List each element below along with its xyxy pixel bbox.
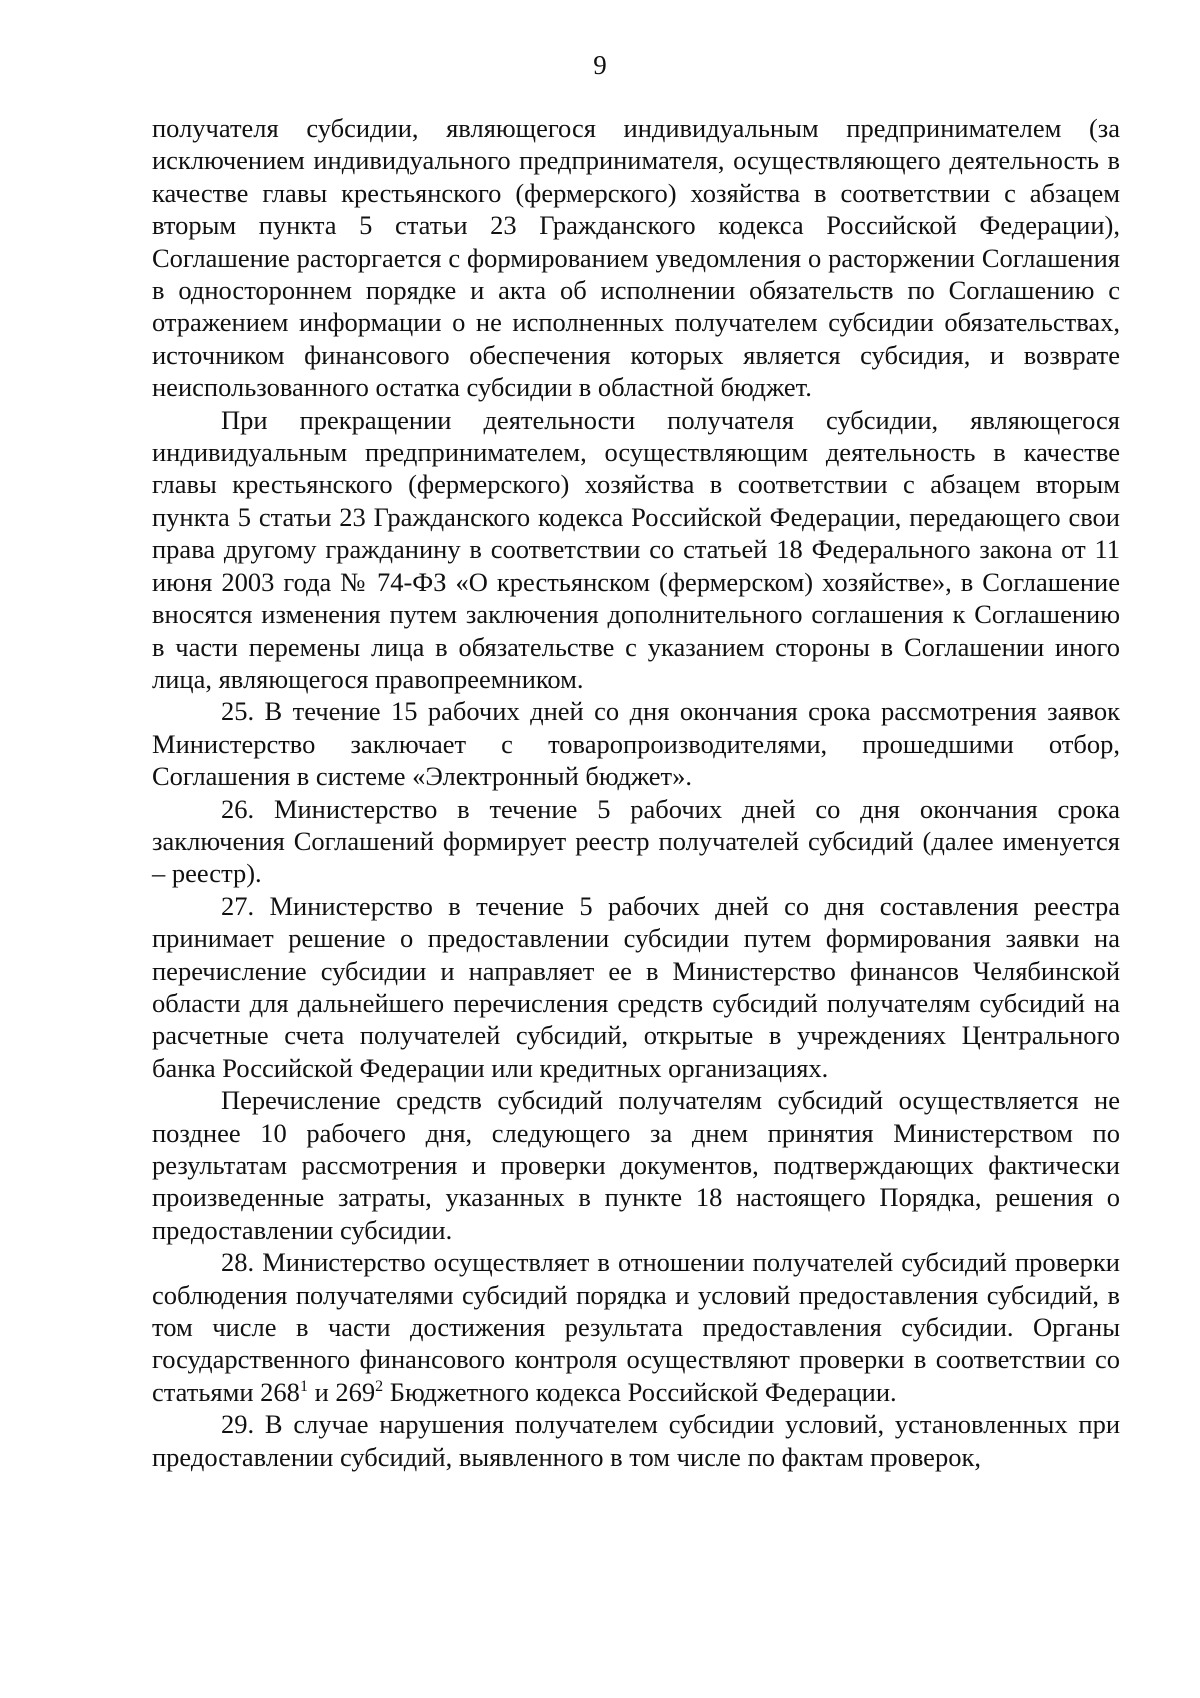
paragraph-item-26: 26. Министерство в течение 5 рабочих дней со дня окончания срока заключения Соглашений формирует реестр получателей субсидий (далее именуется – реестр). [152, 793, 1120, 889]
paragraph-item-25: 25. В течение 15 рабочих дней со дня окончания срока рассмотрения заявок Министерство заключает с товаропроизводителями, прошедшими отбор, Соглашения в системе «Электронный бюджет». [152, 696, 1120, 792]
paragraph-item-29: 29. В случае нарушения получателем субсидии условий, установленных при предоставлении субсидий, выявленного в том числе по фактам проверок, [152, 1409, 1120, 1472]
superscript-2: 2 [375, 1378, 384, 1396]
page-number: 9 [593, 50, 607, 80]
document-body [152, 112, 1120, 1473]
item-28-text-before: 28. Министерство осуществляет в отношении получателей субсидий проверки соблюдения получателями субсидий порядка и условий предоставления субсидий, в том числе в части достижения результата предоставления субсидии. Органы государственного финансового контроля осуществляют проверки в соответствии со статьями 268 [152, 1247, 1120, 1407]
superscript-1: 1 [299, 1378, 308, 1396]
paragraph-item-27: 27. Министерство в течение 5 рабочих дней со дня составления реестра принимает решение о предоставлении субсидии путем формирования заявки на перечисление субсидии и направляет ее в Министерство финансов Челябинской области для дальнейшего перечисления средств субсидий получателям субсидий на расчетные счета получателей субсидий, открытые в учреждениях Центрального банка Российской Федерации или кредитных организациях. [152, 890, 1120, 1083]
item-28-text-after: Бюджетного кодекса Российской Федерации. [383, 1376, 897, 1407]
paragraph-item-28 [152, 1246, 1120, 1408]
paragraph-continuation: получателя субсидии, являющегося индивидуальным предпринимателем (за исключением индивидуального предпринимателя, осуществляющего деятельность в качестве главы крестьянского (фермерского) хозяйства в соответствии с абзацем вторым пункта 5 статьи 23 Гражданского кодекса Российской Федерации), Соглашение расторгается с формированием уведомления о расторжении Соглашения в одностороннем порядке и акта об исполнении обязательств по Соглашению с отражением информации о не исполненных получателем субсидии обязательствах, источником финансового обеспечения которых является субсидия, и возврате неиспользованного остатка субсидии в областной бюджет. [152, 113, 1120, 403]
item-28-text-middle: и 269 [307, 1376, 376, 1407]
paragraph-transfer-of-funds: Перечисление средств субсидий получателям субсидий осуществляется не позднее 10 рабочего дня, следующего за днем принятия Министерством по результатам рассмотрения и проверки документов, подтверждающих фактически произведенные затраты, указанных в пункте 18 настоящего Порядка, решения о предоставлении субсидии. [152, 1085, 1120, 1245]
paragraph-termination-peasant-farm: При прекращении деятельности получателя субсидии, являющегося индивидуальным предпринимателем, осуществляющим деятельность в качестве главы крестьянского (фермерского) хозяйства в соответствии с абзацем вторым пункта 5 статьи 23 Гражданского кодекса Российской Федерации, передающего свои права другому гражданину в соответствии со статьей 18 Федерального закона от 11 июня 2003 года № 74-ФЗ «О крестьянском (фермерском) хозяйстве», в Соглашение вносятся изменения путем заключения дополнительного соглашения к Соглашению в части перемены лица в обязательстве с указанием стороны в Соглашении иного лица, являющегося правопреемником. [152, 404, 1120, 694]
